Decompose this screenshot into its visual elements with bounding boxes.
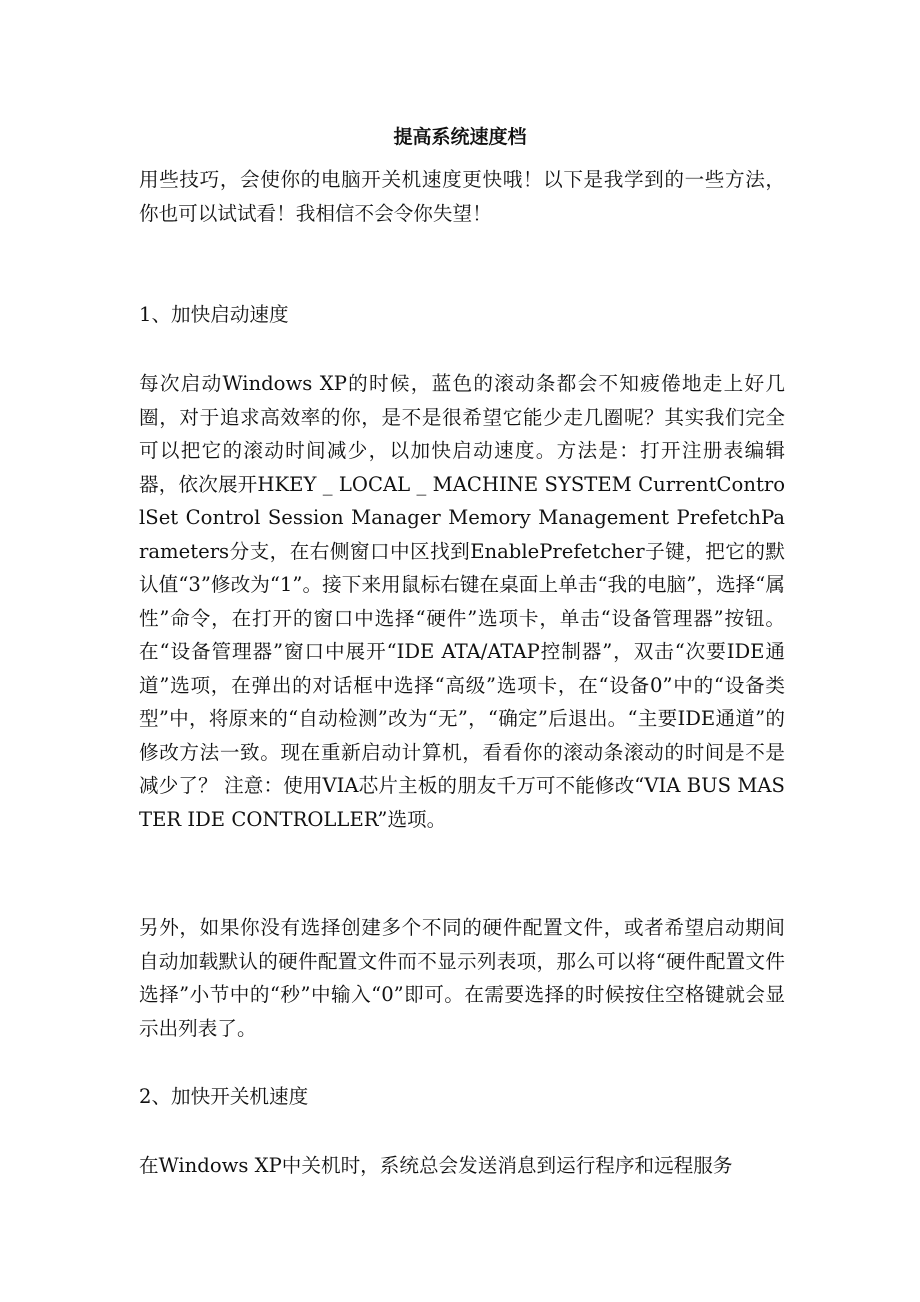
document-title: 提高系统速度档 [393,126,527,148]
section-1-heading: 1、加快启动速度 [139,303,289,326]
section-1-paragraph-1: 每次启动Windows XP的时候，蓝色的滚动条都会不知疲倦地走上好几圈，对于追求高效率的你，是不是很希望它能少走几圈呢？其实我们完全可以把它的滚动时间减少，以加快启动速度。方法是：打开注册表编辑器，依次展开HKEY _ LOCAL _ MACHINE SYSTEM CurrentControlSet Control Session Manager Memory Management PrefetchParameters分支，在右侧窗口中区找到EnablePrefetcher子键，把它的默认值“3”修改为“1”。接下来用鼠标右键在桌面上单击“我的电脑”，选择“属性”命令，在打开的窗口中选择“硬件”选项卡，单击“设备管理器”按钮。在“设备管理器”窗口中展开“IDE ATA/ATAP控制器”，双击“次要IDE通道”选项，在弹出的对话框中选择“高级”选项卡，在“设备0”中的“设备类型”中，将原来的“自动检测”改为“无”，“确定”后退出。“主要IDE通道”的修改方法一致。现在重新启动计算机，看看你的滚动条滚动的时间是不是减少了？ 注意：使用VIA芯片主板的朋友千万可不能修改“VIA BUS MASTER IDE CONTROLLER”选项。 [139,372,785,831]
section-1-paragraph-2: 另外，如果你没有选择创建多个不同的硬件配置文件，或者希望启动期间自动加载默认的硬件配置文件而不显示列表项，那么可以将“硬件配置文件选择”小节中的“秒”中输入“0”即可。在需要选择的时候按住空格键就会显示出列表了。 [139,916,785,1040]
section-2-heading: 2、加快开关机速度 [139,1085,309,1108]
intro-paragraph: 用些技巧，会使你的电脑开关机速度更快哦！以下是我学到的一些方法，你也可以试试看！我相信不会令你失望！ [139,168,785,225]
section-2-paragraph-1: 在Windows XP中关机时，系统总会发送消息到运行程序和远程服务 [139,1154,733,1177]
